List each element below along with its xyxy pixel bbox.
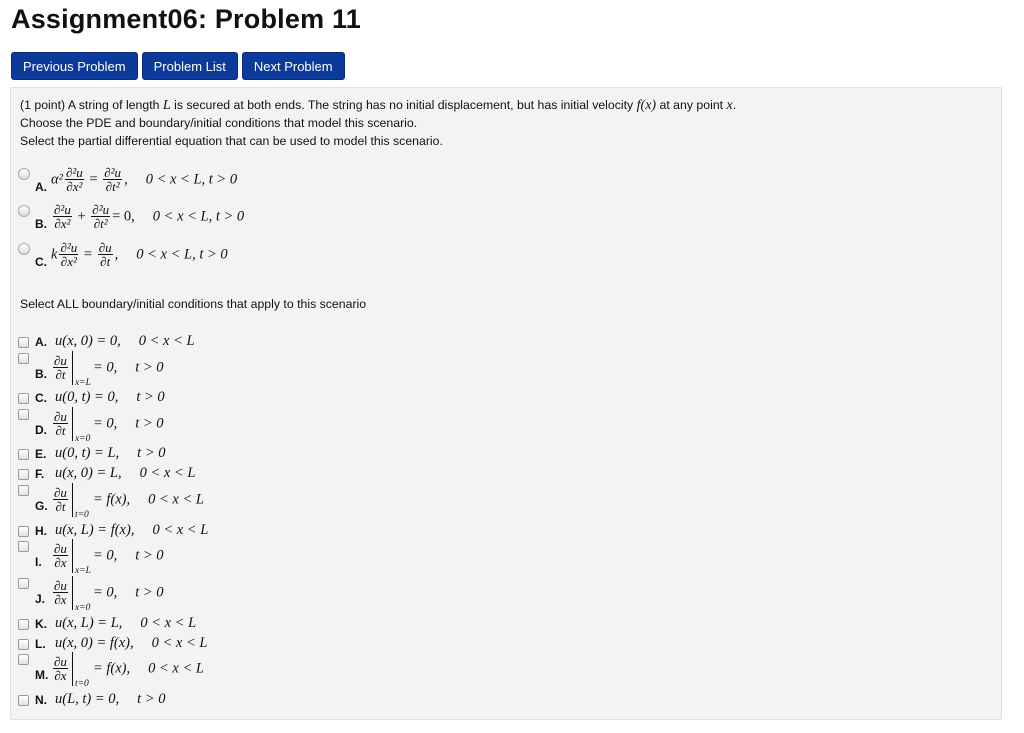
condition-expression: $\frac{\partial u}{\partial x}$ x=L = 0, t > 0: [54, 541, 164, 576]
fraction: $\frac{\text{∂²u}}{\text{∂x²}}$: [60, 240, 78, 269]
evaluation-bar: x=L: [72, 539, 73, 573]
condition-checkbox[interactable]: [18, 469, 29, 480]
condition-checkbox[interactable]: [18, 409, 29, 420]
problem-statement-line2: Choose the PDE and boundary/initial conditions that model this scenario.: [20, 116, 418, 130]
condition-expression: $\frac{\partial u}{\partial t}$ x=0 = 0, t > 0: [54, 409, 164, 444]
fraction: $\frac{\partial u}{\partial t}$: [54, 485, 67, 514]
option-label: I.: [35, 555, 42, 569]
condition-checkbox[interactable]: [18, 393, 29, 404]
option-label: G.: [35, 499, 48, 513]
fraction: $\frac{\text{∂²u}}{\text{∂x²}}$: [54, 202, 71, 231]
next-problem-button[interactable]: Next Problem: [242, 52, 345, 80]
condition-expression: $\frac{\partial u}{\partial x}$ x=0 = 0, t > 0: [54, 578, 164, 613]
option-label: K.: [35, 617, 47, 631]
condition-checkbox[interactable]: [18, 578, 29, 589]
option-label: E.: [35, 447, 47, 461]
condition-expression: u(x, 0) = f(x), 0 < x < L: [55, 635, 208, 651]
pde-radio[interactable]: [18, 243, 30, 255]
condition-checkbox[interactable]: [18, 337, 29, 348]
fraction: $\frac{\partial u}{\partial x}$: [54, 578, 67, 607]
option-label: D.: [35, 423, 47, 437]
fraction: $\frac{\text{∂²u}}{\text{∂t²}}$: [104, 165, 122, 194]
option-label: J.: [35, 592, 46, 606]
page-title: Assignment06: Problem 11: [11, 4, 361, 34]
evaluation-bar: x=0: [72, 576, 73, 610]
condition-checkbox[interactable]: [18, 654, 29, 665]
condition-checkbox[interactable]: [18, 619, 29, 630]
section-conditions-heading: Select ALL boundary/initial conditions that apply to this scenario: [20, 297, 367, 311]
option-label: F.: [35, 467, 45, 481]
fraction: $\frac{\text{∂²u}}{\text{∂x²}}$: [65, 165, 83, 194]
fraction: $\frac{\partial u}{\partial x}$: [54, 541, 67, 570]
option-label: B.: [35, 367, 47, 381]
condition-checkbox[interactable]: [18, 541, 29, 552]
option-label: L.: [35, 637, 46, 651]
fraction: $\frac{\text{∂²u}}{\text{∂t²}}$: [92, 202, 110, 231]
condition-expression: u(0, t) = L, t > 0: [55, 445, 166, 461]
pde-equation: α² $\frac{\text{∂²u}}{\text{∂x²}}$ = $\frac{\text{∂²u}}{\text{∂t²}}$ , 0 < x < L, t > 0: [51, 165, 238, 194]
option-label: A.: [35, 180, 47, 194]
evaluation-bar: t=0: [72, 652, 73, 686]
evaluation-bar: x=0: [72, 407, 73, 441]
condition-expression: u(x, L) = f(x), 0 < x < L: [55, 522, 209, 538]
condition-checkbox[interactable]: [18, 353, 29, 364]
problem-statement-line3: Select the partial differential equation that can be used to model this scenario.: [20, 134, 443, 148]
pde-radio[interactable]: [18, 168, 30, 180]
fraction: $\frac{\partial u}{\partial t}$: [54, 353, 67, 382]
condition-expression: u(x, 0) = L, 0 < x < L: [55, 465, 196, 481]
fraction: $\frac{\partial u}{\partial t}$: [54, 409, 67, 438]
fraction: $\frac{\partial u}{\partial x}$: [54, 654, 67, 683]
condition-checkbox[interactable]: [18, 639, 29, 650]
condition-checkbox[interactable]: [18, 526, 29, 537]
condition-expression: u(L, t) = 0, t > 0: [55, 691, 166, 707]
option-label: M.: [35, 668, 49, 682]
option-label: N.: [35, 693, 47, 707]
condition-checkbox[interactable]: [18, 695, 29, 706]
evaluation-bar: t=0: [72, 483, 73, 517]
pde-equation: $\frac{\text{∂²u}}{\text{∂x²}}$ + $\frac{\text{∂²u}}{\text{∂t²}}$ = 0, 0 < x < L, t > 0: [54, 202, 245, 231]
condition-expression: $\frac{\partial u}{\partial t}$ t=0 = f(x), 0 < x < L: [54, 485, 204, 520]
option-label: H.: [35, 524, 47, 538]
condition-expression: $\frac{\partial u}{\partial t}$ x=L = 0, t > 0: [54, 353, 164, 388]
problem-nav: [11, 52, 345, 80]
pde-radio[interactable]: [18, 205, 30, 217]
option-label: C.: [35, 255, 47, 269]
option-label: C.: [35, 391, 47, 405]
condition-expression: $\frac{\partial u}{\partial x}$ t=0 = f(x), 0 < x < L: [54, 654, 204, 689]
condition-expression: u(0, t) = 0, t > 0: [55, 389, 165, 405]
pde-equation: k $\frac{\text{∂²u}}{\text{∂x²}}$ = $\frac{\partial u}{\partial t}$ , 0 < x < L, t > 0: [51, 240, 228, 269]
condition-expression: u(x, L) = L, 0 < x < L: [55, 615, 197, 631]
condition-checkbox[interactable]: [18, 485, 29, 496]
problem-statement-line1: (1 point) A string of length L is secured at both ends. The string has no initial displacement, but has initial velocity f(x) at any point x.: [20, 98, 737, 113]
problem-list-button[interactable]: Problem List: [142, 52, 238, 80]
condition-expression: u(x, 0) = 0, 0 < x < L: [55, 333, 195, 349]
option-label: A.: [35, 335, 47, 349]
option-label: B.: [35, 217, 47, 231]
fraction: $\frac{\partial u}{\partial t}$: [98, 240, 112, 269]
problem-panel: [10, 87, 1002, 720]
condition-checkbox[interactable]: [18, 449, 29, 460]
evaluation-bar: x=L: [72, 351, 73, 385]
previous-problem-button[interactable]: Previous Problem: [11, 52, 138, 80]
